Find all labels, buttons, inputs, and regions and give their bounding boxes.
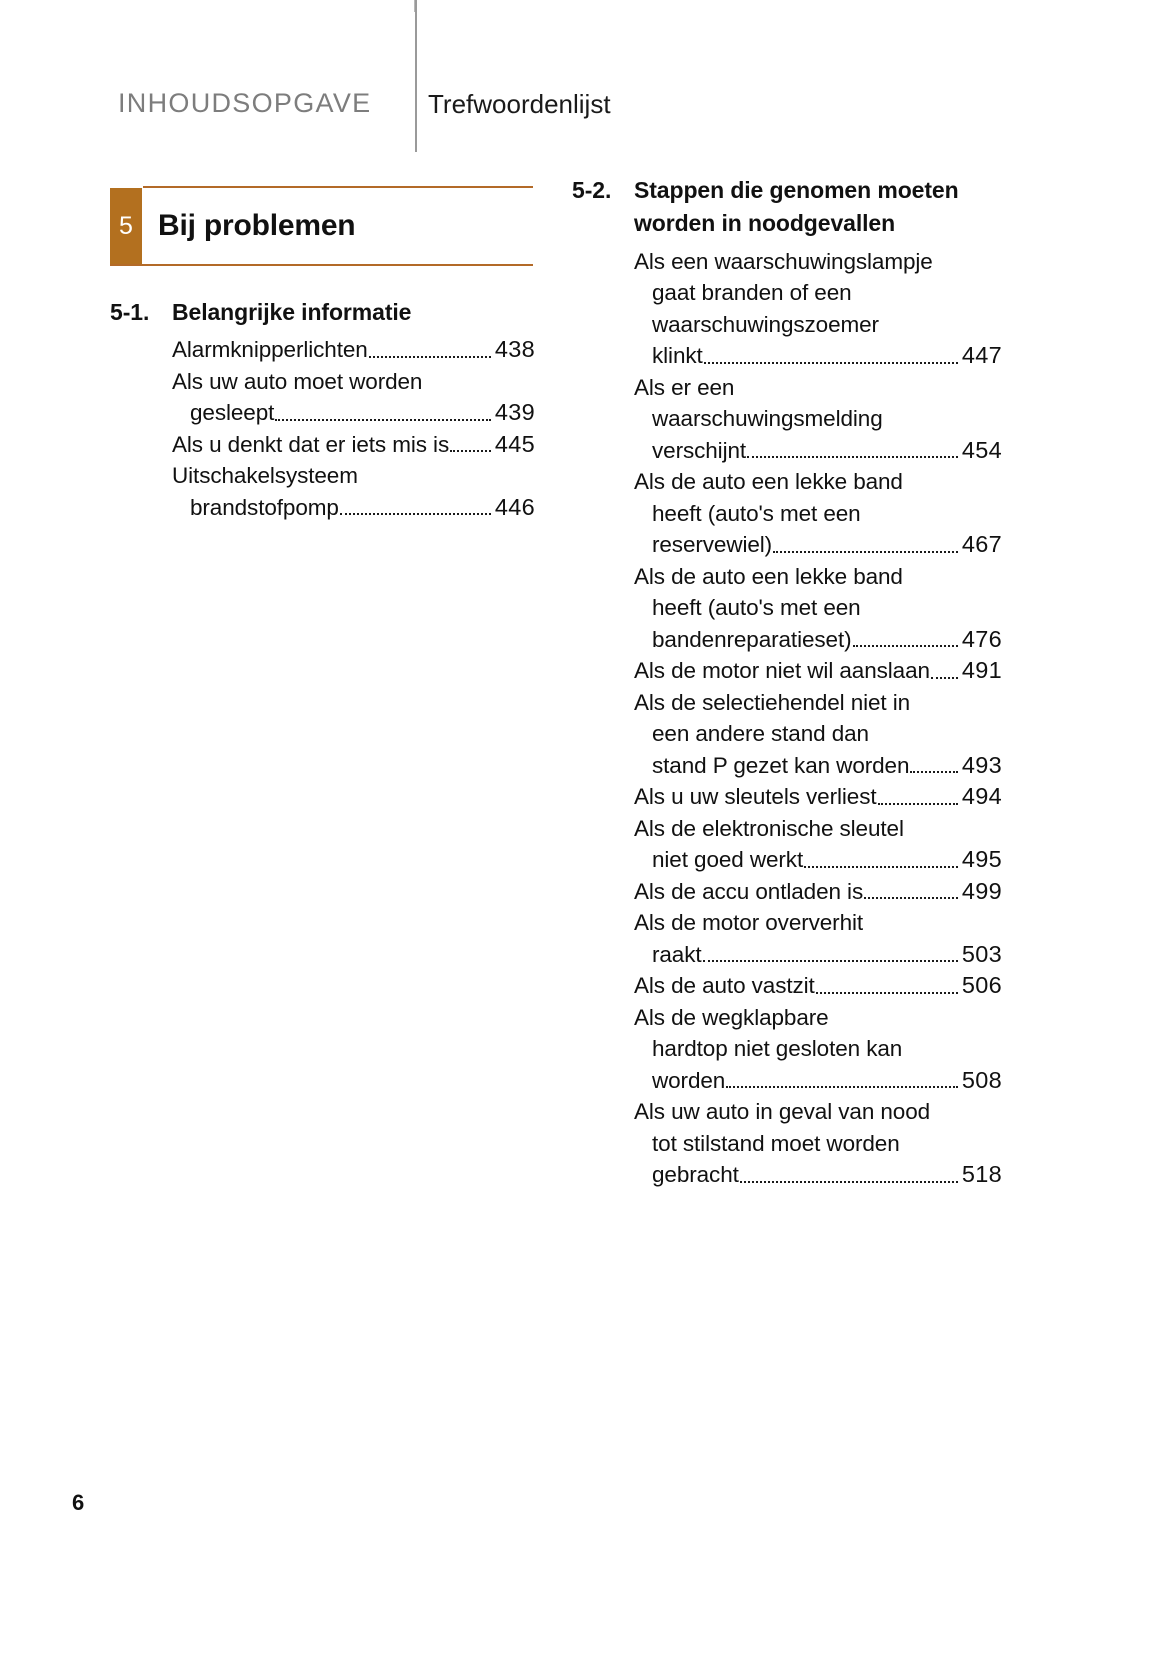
toc-entry[interactable] (634, 970, 1002, 1002)
toc-entry-line: Als er een (634, 374, 735, 400)
toc-entry[interactable] (172, 366, 535, 429)
toc-section-5-1 (110, 296, 535, 523)
toc-entry[interactable] (634, 781, 1002, 813)
toc-entry-text: reservewiel) (652, 532, 773, 558)
header-toc-label: INHOUDSOPGAVE (118, 88, 372, 118)
section-number: 5-1. (110, 299, 150, 325)
toc-entry-text: Alarmknipperlichten (172, 337, 368, 363)
leader-dots (773, 550, 958, 553)
toc-entry[interactable] (634, 876, 1002, 908)
toc-entry-page: 447 (961, 342, 1002, 369)
toc-entry-page: 467 (961, 531, 1002, 558)
toc-entry-page: 495 (961, 846, 1002, 873)
toc-entry-page: 508 (961, 1066, 1002, 1093)
header-index-label: Trefwoordenlijst (428, 89, 611, 119)
toc-entry-text: Als u uw sleutels verliest (634, 784, 877, 810)
toc-entry-page: 491 (961, 657, 1002, 684)
toc-entry-page: 454 (961, 436, 1002, 463)
leader-dots (853, 644, 958, 647)
toc-entry-page: 499 (961, 877, 1002, 904)
toc-entry-line: Als de auto een lekke band (634, 469, 903, 495)
toc-entry-page: 506 (961, 972, 1002, 999)
toc-entry-text: Als de auto vastzit (634, 973, 815, 999)
toc-entry-line: hardtop niet gesloten kan (652, 1036, 903, 1062)
leader-dots (369, 355, 491, 358)
leader-dots (703, 959, 958, 962)
leader-dots (816, 991, 958, 994)
toc-entry-text: Als de motor niet wil aanslaan (634, 658, 930, 684)
section-number: 5-2. (572, 177, 612, 203)
section-entry-list (110, 334, 535, 523)
section-title-line2: worden in noodgevallen (634, 210, 896, 237)
toc-entry-text: worden (652, 1067, 726, 1093)
toc-entry-page: 445 (494, 430, 535, 457)
toc-entry[interactable] (172, 334, 535, 366)
toc-entry[interactable] (634, 907, 1002, 970)
toc-entry[interactable] (634, 687, 1002, 782)
toc-entry-text: brandstofpomp (190, 494, 339, 520)
leader-dots (910, 770, 958, 773)
toc-entry-line: heeft (auto's met een (652, 500, 861, 526)
section-title: Belangrijke informatie (172, 299, 412, 325)
toc-entry-line: Als de elektronische sleutel (634, 815, 904, 841)
toc-entry-page: 503 (961, 940, 1002, 967)
section-heading (110, 296, 535, 329)
toc-entry-page: 439 (494, 399, 535, 426)
toc-entry-line: heeft (auto's met een (652, 595, 861, 621)
toc-entry-text: verschijnt (652, 437, 747, 463)
toc-entry-text: niet goed werkt (652, 847, 804, 873)
toc-entry-line: Als de auto een lekke band (634, 563, 903, 589)
toc-entry[interactable] (634, 813, 1002, 876)
toc-entry-line: waarschuwingszoemer (652, 311, 879, 337)
toc-entry-text: gebracht (652, 1162, 739, 1188)
leader-dots (704, 361, 958, 364)
page-header (118, 88, 1048, 144)
toc-entry-text: gesleept (190, 400, 275, 426)
toc-entry-page: 438 (494, 336, 535, 363)
toc-entry-line: Uitschakelsysteem (172, 463, 358, 489)
toc-entry-page: 493 (961, 751, 1002, 778)
toc-entry-line: Als uw auto in geval van nood (634, 1099, 931, 1125)
leader-dots (340, 512, 491, 515)
leader-dots (450, 449, 491, 452)
footer-page-number: 6 (72, 1490, 85, 1515)
leader-dots (275, 418, 491, 421)
header-divider (415, 0, 417, 152)
toc-entry-text: Als u denkt dat er iets mis is (172, 431, 450, 457)
toc-entry-line: waarschuwingsmelding (652, 406, 883, 432)
toc-entry-line: Als uw auto moet worden (172, 368, 423, 394)
toc-entry[interactable] (634, 1096, 1002, 1191)
chapter-title: Bij problemen (158, 209, 356, 242)
section-heading (572, 174, 1002, 241)
leader-dots (931, 676, 958, 679)
toc-entry[interactable] (172, 460, 535, 523)
toc-entry[interactable] (634, 372, 1002, 467)
section-title-line1: Stappen die genomen moeten (634, 177, 959, 203)
section-title (634, 174, 1002, 241)
chapter-number-badge: 5 (110, 188, 142, 264)
toc-entry-text: stand P gezet kan worden (652, 752, 910, 778)
chapter-rule-bottom (110, 264, 533, 266)
toc-entry-page: 446 (494, 493, 535, 520)
toc-entry[interactable] (172, 429, 535, 461)
toc-entry-line: Als een waarschuwingslampje (634, 248, 933, 274)
toc-section-5-2 (572, 174, 1002, 1191)
toc-entry-line: gaat branden of een (652, 280, 852, 306)
toc-entry-page: 476 (961, 625, 1002, 652)
toc-entry-text: raakt (652, 941, 702, 967)
leader-dots (726, 1085, 958, 1088)
leader-dots (747, 455, 958, 458)
toc-entry[interactable] (634, 1002, 1002, 1097)
leader-dots (864, 896, 958, 899)
toc-entry-line: Als de selectiehendel niet in (634, 689, 911, 715)
toc-entry-text: klinkt (652, 343, 703, 369)
toc-entry[interactable] (634, 655, 1002, 687)
toc-entry-line: een andere stand dan (652, 721, 869, 747)
toc-entry-text: bandenreparatieset) (652, 626, 852, 652)
toc-entry[interactable] (634, 246, 1002, 372)
leader-dots (878, 802, 958, 805)
toc-entry-text: Als de accu ontladen is (634, 878, 864, 904)
leader-dots (804, 865, 958, 868)
toc-entry-line: Als de wegklapbare (634, 1004, 829, 1030)
toc-entry[interactable] (634, 466, 1002, 561)
toc-entry[interactable] (634, 561, 1002, 656)
toc-entry-line: Als de motor oververhit (634, 910, 864, 936)
toc-entry-page: 518 (961, 1161, 1002, 1188)
chapter-heading-block (110, 186, 533, 266)
toc-entry-page: 494 (961, 783, 1002, 810)
leader-dots (740, 1180, 958, 1183)
toc-entry-line: tot stilstand moet worden (652, 1130, 900, 1156)
section-entry-list (572, 246, 1002, 1191)
